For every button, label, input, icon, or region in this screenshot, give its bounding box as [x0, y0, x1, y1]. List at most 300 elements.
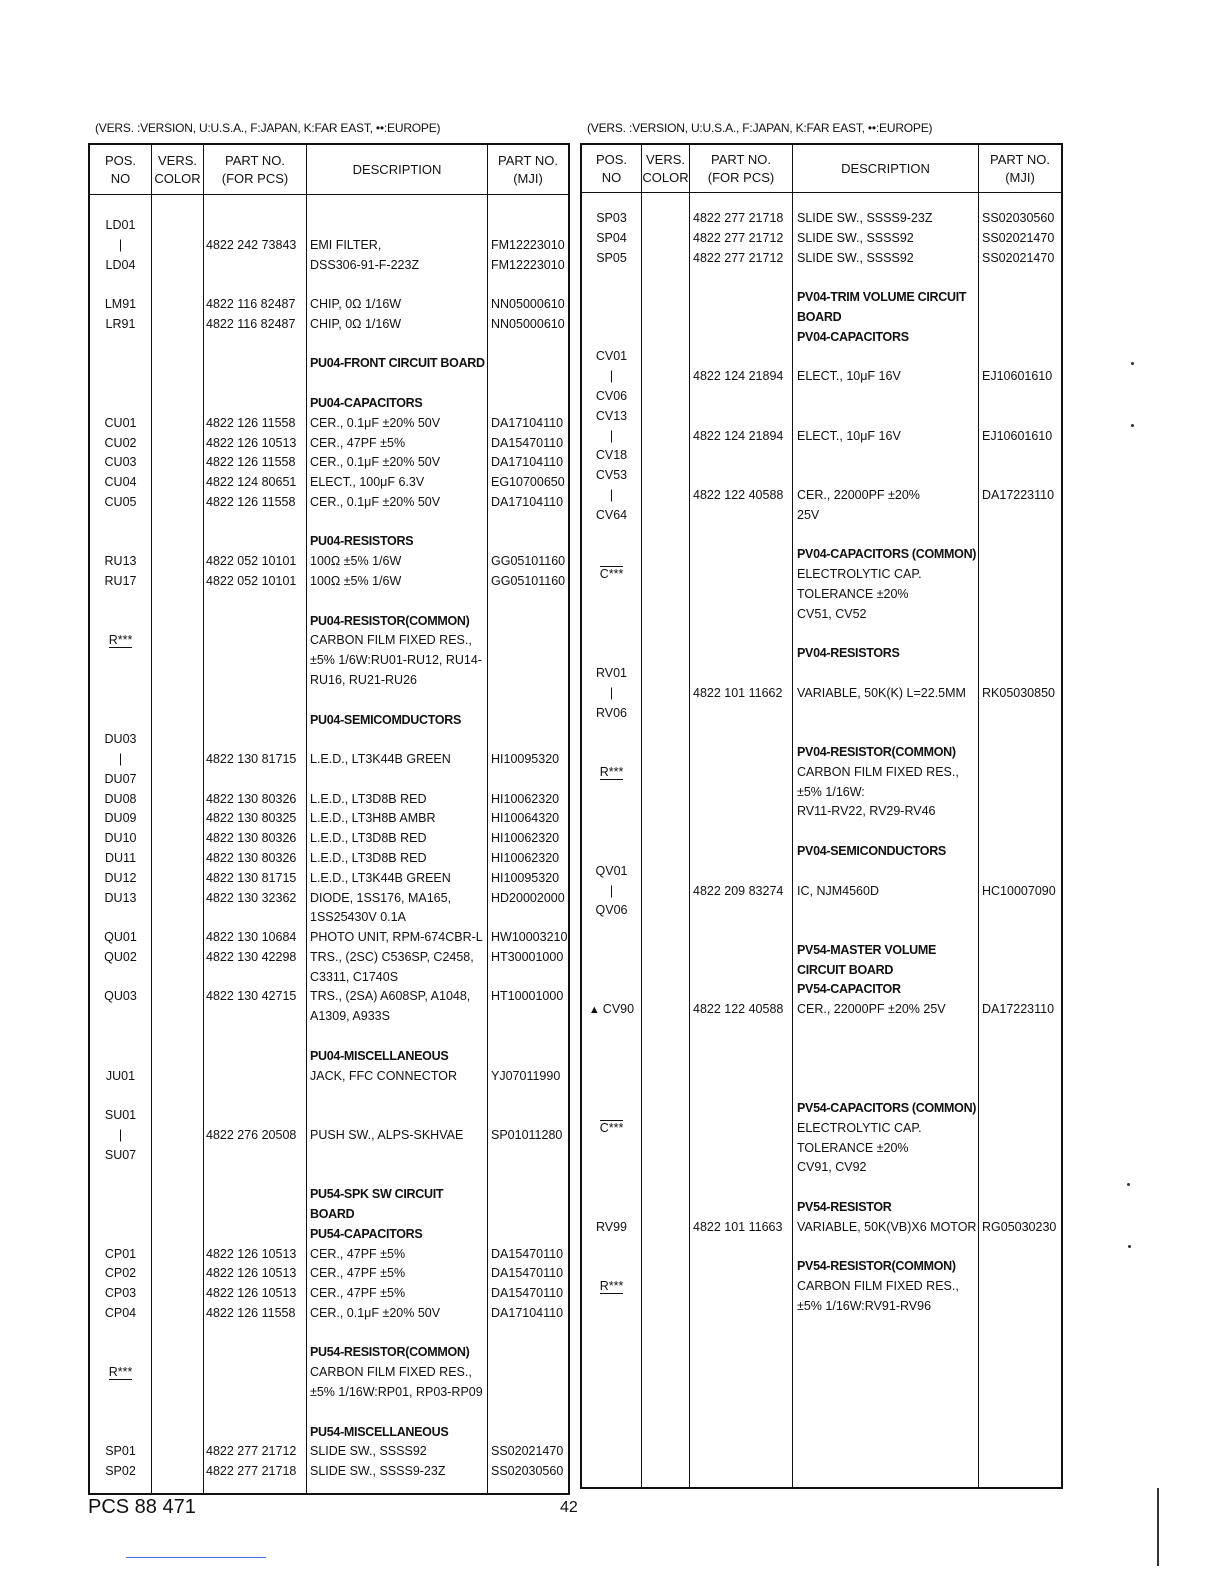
cell-pos: CU02	[104, 435, 137, 450]
table-row	[582, 821, 1061, 841]
cell-desc: PU04-RESISTORS	[310, 534, 414, 549]
cell-pos: SP03	[596, 211, 627, 225]
cell-desc: CER., 47PF ±5%	[310, 1266, 406, 1281]
cell-pos: |	[609, 487, 614, 502]
cell-pos: CV18	[595, 448, 628, 463]
cell-desc: DSS306-91-F-223Z	[310, 257, 420, 272]
table-row	[582, 979, 1061, 999]
table-row	[582, 1296, 1061, 1316]
cell-mji: DA17104110	[491, 494, 564, 509]
cell-mji: HT30001000	[491, 949, 564, 964]
cell-desc: SLIDE SW., SSSS9-23Z	[797, 211, 933, 225]
cell-pos: C***	[599, 1120, 624, 1135]
table-row	[90, 729, 568, 749]
cell-part: 4822 130 80325	[206, 811, 297, 826]
cell-mji: SS02021470	[491, 1444, 564, 1459]
cell-mji: HI10095320	[491, 870, 560, 885]
table-row	[90, 1105, 568, 1125]
cell-desc: PV04-CAPACITORS (COMMON)	[797, 547, 977, 562]
table-row	[582, 426, 1061, 446]
table-row	[90, 551, 568, 571]
table-row	[90, 571, 568, 591]
cell-mji: DA15470110	[491, 1266, 564, 1281]
cell-pos: |	[118, 752, 123, 767]
table-row	[582, 584, 1061, 604]
cell-desc: BOARD	[310, 1207, 355, 1221]
table-row	[90, 1441, 568, 1461]
cell-desc: ELECTROLYTIC CAP.	[797, 567, 922, 582]
header-part-pcs: PART NO. (FOR PCS)	[707, 151, 775, 185]
cell-part: 4822 126 11558	[206, 415, 296, 430]
scan-edge-line	[1157, 1488, 1159, 1566]
cell-desc: SLIDE SW., SSSS92	[310, 1444, 427, 1459]
cell-desc: CV91, CV92	[797, 1160, 867, 1175]
table-row	[582, 861, 1061, 881]
cell-part: 4822 124 21894	[693, 369, 784, 384]
cell-pos: CU03	[104, 455, 137, 470]
header-pos: POS. NO	[104, 152, 137, 186]
cell-part: 4822 122 40588	[693, 1002, 784, 1017]
table-row	[582, 1217, 1061, 1237]
cell-pos: JU01	[105, 1068, 136, 1083]
cell-pos: SU01	[104, 1108, 137, 1123]
cell-desc: PU54-RESISTOR(COMMON)	[310, 1345, 470, 1360]
warning-triangle-icon: ▲	[588, 1004, 600, 1017]
cell-mji: NN05000610	[491, 297, 565, 312]
table-row	[90, 1085, 568, 1105]
cell-part: 4822 101 11662	[693, 685, 783, 700]
table-row	[90, 1164, 568, 1184]
table-row	[582, 267, 1061, 287]
cell-desc: 25V	[797, 507, 820, 522]
table-row	[90, 1244, 568, 1264]
table-row	[90, 1066, 568, 1086]
table-row	[90, 492, 568, 512]
cell-mji: SS02021470	[982, 250, 1055, 265]
table-row	[90, 1125, 568, 1145]
cell-part: 4822 116 82487	[206, 316, 296, 331]
cell-desc: VARIABLE, 50K(K) L=22.5MM	[797, 685, 966, 700]
cell-desc: TOLERANCE ±20%	[797, 586, 909, 601]
cell-pos: DU10	[104, 831, 137, 846]
table-row	[582, 801, 1061, 821]
table-row	[582, 920, 1061, 940]
table-row	[90, 472, 568, 492]
table-row	[90, 1046, 568, 1066]
cell-desc: PU04-RESISTOR(COMMON)	[310, 613, 470, 628]
cell-desc: PV04-RESISTOR(COMMON)	[797, 745, 956, 760]
cell-mji: SS02030560	[491, 1464, 564, 1479]
table-row	[90, 1145, 568, 1165]
cell-part: 4822 130 81715	[206, 752, 297, 767]
cell-part: 4822 130 80326	[206, 791, 297, 806]
table-row	[90, 1204, 568, 1224]
cell-desc: L.E.D., LT3D8B RED	[310, 850, 427, 865]
cell-desc: L.E.D., LT3K44B GREEN	[310, 752, 451, 767]
cell-part: 4822 209 83274	[693, 883, 784, 898]
table-row	[582, 663, 1061, 683]
table-row	[90, 967, 568, 987]
cell-pos: |	[609, 428, 614, 443]
table-row	[90, 848, 568, 868]
cell-desc: PV04-SEMICONDUCTORS	[797, 843, 946, 858]
cell-pos: R***	[599, 1279, 624, 1294]
cell-part: 4822 277 21712	[693, 250, 784, 265]
cell-desc: PV54-CAPACITOR	[797, 982, 901, 997]
cell-desc: RU16, RU21-RU26	[310, 672, 417, 687]
table-row	[90, 1382, 568, 1402]
cell-mji: DA17104110	[491, 1305, 564, 1320]
table-row	[582, 248, 1061, 268]
cell-mji: HI10062320	[491, 850, 560, 865]
cell-mji: EG10700650	[491, 475, 565, 490]
cell-desc: SLIDE SW., SSSS9-23Z	[310, 1464, 446, 1479]
cell-part: 4822 277 21718	[206, 1464, 297, 1479]
cell-desc: PV04-TRIM VOLUME CIRCUIT	[797, 290, 967, 305]
cell-part: 4822 130 42298	[206, 949, 297, 964]
cell-desc: ±5% 1/6W:RU01-RU12, RU14-	[310, 653, 482, 668]
cell-pos: CP03	[104, 1286, 137, 1301]
cell-pos: CV53	[595, 468, 628, 483]
table-row	[582, 524, 1061, 544]
header-part-pcs: PART NO. (FOR PCS)	[221, 152, 289, 186]
table-row	[582, 999, 1061, 1019]
table-row	[582, 643, 1061, 663]
cell-pos: CP02	[104, 1266, 137, 1281]
cell-pos: CV06	[595, 389, 628, 404]
cell-pos: |	[609, 685, 614, 700]
cell-desc: PU54-MISCELLANEOUS	[310, 1424, 449, 1439]
table-row	[90, 294, 568, 314]
table-row	[90, 215, 568, 235]
cell-pos: DU07	[104, 771, 137, 786]
cell-desc: CER., 0.1μF ±20% 50V	[310, 455, 441, 470]
cell-mji: DA17104110	[491, 415, 564, 430]
cell-desc: RV11-RV22, RV29-RV46	[797, 804, 936, 819]
table-row	[90, 710, 568, 730]
cell-desc: SLIDE SW., SSSS92	[797, 250, 914, 265]
table-row	[90, 235, 568, 255]
cell-part: 4822 126 11558	[206, 1305, 296, 1320]
cell-part: 4822 277 21718	[693, 211, 784, 225]
cell-desc: JACK, FFC CONNECTOR	[310, 1068, 457, 1083]
legend-left: (VERS. :VERSION, U:U.S.A., F:JAPAN, K:FAR EAST, ••:EUROPE)	[95, 121, 441, 135]
cell-mji: FM12223010	[491, 257, 565, 272]
cell-pos: QU03	[104, 989, 137, 1004]
cell-part: 4822 130 42715	[206, 989, 297, 1004]
table-row	[90, 393, 568, 413]
table-row	[582, 1078, 1061, 1098]
cell-desc: L.E.D., LT3D8B RED	[310, 831, 427, 846]
cell-desc: ELECTROLYTIC CAP.	[797, 1120, 922, 1135]
table-row	[582, 366, 1061, 386]
table-row	[90, 531, 568, 551]
table-row	[582, 1197, 1061, 1217]
cell-part: 4822 124 80651	[206, 475, 297, 490]
cell-desc: BOARD	[797, 309, 842, 324]
cell-desc: L.E.D., LT3K44B GREEN	[310, 870, 451, 885]
cell-desc: IC, NJM4560D	[797, 883, 879, 898]
table-row	[582, 900, 1061, 920]
cell-desc: TRS., (2SC) C536SP, C2458,	[310, 949, 474, 964]
cell-pos: |	[609, 883, 614, 898]
cell-pos: CV64	[595, 507, 628, 522]
table-row	[90, 1362, 568, 1382]
table-row	[90, 314, 568, 334]
cell-desc: TRS., (2SA) A608SP, A1048,	[310, 989, 471, 1004]
table-row	[582, 1157, 1061, 1177]
table-row	[90, 769, 568, 789]
cell-pos: R***	[599, 764, 624, 779]
cell-desc: CER., 0.1μF ±20% 50V	[310, 415, 441, 430]
cell-mji: DA15470110	[491, 1286, 564, 1301]
cell-part: 4822 126 10513	[206, 1286, 297, 1301]
table-row	[90, 1422, 568, 1442]
table-row	[582, 604, 1061, 624]
cell-pos: CU01	[104, 415, 137, 430]
table-row	[582, 1177, 1061, 1197]
cell-mji: HC10007090	[982, 883, 1056, 898]
cell-part: 4822 277 21712	[206, 1444, 297, 1459]
cell-desc: CARBON FILM FIXED RES.,	[797, 764, 959, 779]
legend-right: (VERS. :VERSION, U:U.S.A., F:JAPAN, K:FAR EAST, ••:EUROPE)	[587, 121, 933, 135]
cell-desc: PU04-MISCELLANEOUS	[310, 1048, 449, 1063]
cell-desc: A1309, A933S	[310, 1009, 390, 1024]
parts-table-right	[580, 143, 1063, 1489]
table-row	[90, 1303, 568, 1323]
table-row	[90, 1006, 568, 1026]
cell-part: 4822 276 20508	[206, 1127, 297, 1142]
table-row	[582, 1019, 1061, 1039]
cell-part: 4822 130 32362	[206, 890, 297, 905]
table-row	[90, 947, 568, 967]
cell-mji: HI10064320	[491, 811, 560, 826]
cell-desc: VARIABLE, 50K(VB)X6 MOTOR	[797, 1219, 977, 1234]
table-row	[582, 1039, 1061, 1059]
page-number: 42	[560, 1499, 578, 1516]
cell-part: 4822 116 82487	[206, 297, 296, 312]
cell-part: 4822 126 11558	[206, 494, 296, 509]
cell-desc: CER., 22000PF ±20%	[797, 487, 920, 502]
table-row	[582, 208, 1061, 228]
cell-pos: LR91	[105, 316, 136, 331]
table-row	[582, 1237, 1061, 1257]
table-row	[90, 1461, 568, 1481]
table-row	[90, 1342, 568, 1362]
cell-part: 4822 101 11663	[693, 1219, 783, 1234]
cell-pos: DU11	[104, 850, 137, 865]
cell-mji: HD20002000	[491, 890, 565, 905]
divider-line	[126, 1557, 266, 1558]
table-row	[582, 940, 1061, 960]
cell-desc: ±5% 1/16W:RP01, RP03-RP09	[310, 1385, 483, 1400]
cell-pos: DU03	[104, 732, 137, 747]
cell-part: 4822 242 73843	[206, 237, 297, 252]
cell-desc: PU54-CAPACITORS	[310, 1226, 423, 1241]
parts-table-left	[88, 143, 570, 1495]
table-row	[90, 986, 568, 1006]
table-row	[90, 1323, 568, 1343]
cell-pos: RU13	[104, 554, 137, 569]
cell-desc: CARBON FILM FIXED RES.,	[310, 1365, 472, 1380]
header-part-mji: PART NO. (MJI)	[498, 152, 558, 186]
table-row	[90, 274, 568, 294]
cell-part: 4822 130 80326	[206, 831, 297, 846]
cell-desc: ±5% 1/16W:RV91-RV96	[797, 1298, 932, 1313]
cell-pos: |	[118, 1127, 123, 1142]
cell-pos: |	[118, 237, 123, 252]
cell-desc: C3311, C1740S	[310, 969, 399, 984]
cell-desc: PU04-CAPACITORS	[310, 396, 423, 411]
cell-desc: TOLERANCE ±20%	[797, 1140, 909, 1155]
cell-pos: CV01	[595, 349, 628, 364]
cell-pos: DU12	[104, 870, 137, 885]
model-number: PCS 88 471	[88, 1496, 196, 1518]
cell-pos: QU02	[104, 949, 137, 964]
table-row	[582, 346, 1061, 366]
table-row	[582, 505, 1061, 525]
cell-mji: DA17223110	[982, 1002, 1055, 1017]
cell-mji: SP01011280	[491, 1127, 563, 1142]
cell-mji: SS02021470	[982, 230, 1055, 245]
cell-pos: QV01	[595, 863, 628, 878]
table-row	[582, 445, 1061, 465]
cell-pos: LD04	[105, 257, 136, 272]
cell-desc: PV54-CAPACITORS (COMMON)	[797, 1101, 977, 1116]
cell-pos: CV13	[595, 408, 628, 423]
table-row	[582, 623, 1061, 643]
table-row	[90, 1184, 568, 1204]
cell-mji: GG05101160	[491, 574, 566, 589]
cell-mji: DA15470110	[491, 435, 564, 450]
table-row	[90, 1263, 568, 1283]
table-row	[582, 406, 1061, 426]
table-row	[90, 591, 568, 611]
cell-desc: PV54-RESISTOR	[797, 1200, 892, 1214]
cell-desc: CARBON FILM FIXED RES.,	[797, 1279, 959, 1294]
cell-pos: |	[609, 369, 614, 384]
table-row	[90, 789, 568, 809]
header-description: DESCRIPTION	[841, 160, 930, 176]
cell-desc: CV51, CV52	[797, 606, 867, 621]
cell-mji: DA15470110	[491, 1246, 564, 1261]
cell-desc: ELECT., 10μF 16V	[797, 428, 901, 443]
cell-pos: DU09	[104, 811, 137, 826]
table-row	[582, 485, 1061, 505]
cell-pos: CU05	[104, 494, 137, 509]
table-row	[90, 1224, 568, 1244]
cell-mji: FM12223010	[491, 237, 565, 252]
table-row	[582, 722, 1061, 742]
table-row	[90, 927, 568, 947]
cell-pos: RV06	[595, 705, 628, 720]
table-row	[90, 255, 568, 275]
cell-pos: RV99	[595, 1219, 628, 1234]
cell-mji: GG05101160	[491, 554, 566, 569]
table-row	[90, 353, 568, 373]
cell-mji: DA17223110	[982, 487, 1055, 502]
table-row	[90, 868, 568, 888]
cell-pos: LM91	[104, 297, 137, 312]
table-row	[582, 1118, 1061, 1138]
cell-desc: PV04-CAPACITORS	[797, 329, 909, 344]
table-row	[582, 307, 1061, 327]
table-row	[582, 228, 1061, 248]
table-row	[582, 287, 1061, 307]
table-row	[90, 1402, 568, 1422]
cell-desc: PU04-FRONT CIRCUIT BOARD	[310, 356, 485, 371]
table-row	[582, 327, 1061, 347]
table-row	[90, 413, 568, 433]
table-row	[582, 742, 1061, 762]
cell-desc: 100Ω ±5% 1/6W	[310, 554, 402, 569]
cell-desc: PV54-MASTER VOLUME	[797, 942, 937, 957]
cell-mji: EJ10601610	[982, 428, 1053, 443]
table-row	[582, 1059, 1061, 1079]
table-row	[90, 512, 568, 532]
table-row	[582, 465, 1061, 485]
table-row	[90, 611, 568, 631]
table-row	[90, 433, 568, 453]
cell-desc: CHIP, 0Ω 1/16W	[310, 297, 402, 312]
cell-desc: PHOTO UNIT, RPM-674CBR-L	[310, 930, 483, 945]
cell-pos: QU01	[104, 930, 137, 945]
table-row	[582, 762, 1061, 782]
cell-mji: NN05000610	[491, 316, 565, 331]
cell-desc: CIRCUIT BOARD	[797, 962, 894, 977]
cell-mji: HT10001000	[491, 989, 564, 1004]
header-vers: VERS. COLOR	[154, 152, 201, 186]
cell-desc: CER., 0.1μF ±20% 50V	[310, 494, 441, 509]
table-row	[90, 630, 568, 650]
cell-mji: RG05030230	[982, 1219, 1057, 1234]
cell-mji: RK05030850	[982, 685, 1055, 700]
cell-desc: L.E.D., LT3D8B RED	[310, 791, 427, 806]
cell-desc: DIODE, 1SS176, MA165,	[310, 890, 452, 905]
cell-desc: CER., 0.1μF ±20% 50V	[310, 1305, 441, 1320]
cell-desc: PUSH SW., ALPS-SKHVAE	[310, 1127, 464, 1142]
table-row	[582, 1098, 1061, 1118]
cell-pos: R***	[108, 633, 133, 648]
cell-desc: CER., 47PF ±5%	[310, 1246, 406, 1261]
cell-desc: 1SS25430V 0.1A	[310, 910, 406, 925]
table-row	[582, 1276, 1061, 1296]
cell-desc: PV04-RESISTORS	[797, 646, 900, 661]
cell-part: 4822 122 40588	[693, 487, 784, 502]
cell-desc: ELECT., 100μF 6.3V	[310, 475, 425, 490]
cell-desc: SLIDE SW., SSSS92	[797, 230, 914, 245]
cell-part: 4822 277 21712	[693, 230, 784, 245]
cell-part: 4822 126 10513	[206, 435, 297, 450]
table-row	[90, 1026, 568, 1046]
cell-pos: SP01	[105, 1444, 136, 1459]
table-row	[582, 841, 1061, 861]
table-row	[90, 1283, 568, 1303]
cell-mji: EJ10601610	[982, 369, 1053, 384]
table-row	[90, 907, 568, 927]
cell-mji: DA17104110	[491, 455, 564, 470]
table-row	[90, 749, 568, 769]
cell-pos: SP05	[596, 250, 627, 265]
table-row	[90, 808, 568, 828]
cell-part: 4822 124 21894	[693, 428, 784, 443]
cell-pos: SP04	[596, 230, 627, 245]
table-row	[582, 960, 1061, 980]
cell-pos: DU08	[104, 791, 137, 806]
cell-pos: DU13	[104, 890, 137, 905]
cell-mji: HI10062320	[491, 791, 560, 806]
header-description: DESCRIPTION	[352, 161, 442, 177]
